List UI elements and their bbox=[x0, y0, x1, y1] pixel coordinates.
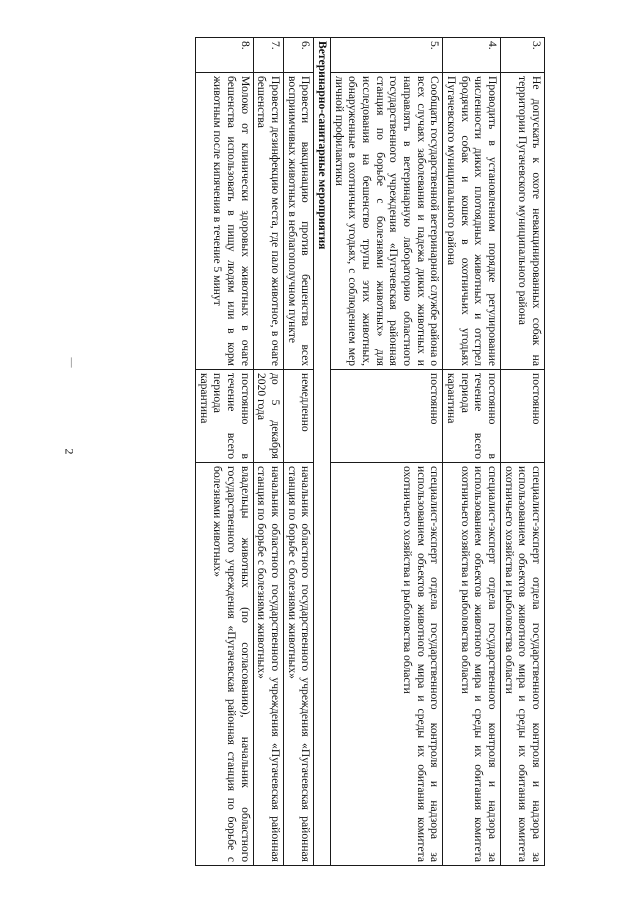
term-text: постоянно bbox=[500, 370, 544, 463]
term-text: постоянно в течение всего периода карантина bbox=[195, 370, 253, 463]
responsible-text: специалист-эксперт отдела государственного контроля и надзора за использованием объектов животного мира и среды их обитания комитета охотничьего хозяйства и рыболовства области bbox=[500, 463, 544, 866]
responsible-text: специалист-эксперт отдела государственного контроля и надзора за использованием объектов животного мира и среды их обитания комитета охотничьего хозяйства и рыболовства области bbox=[443, 463, 501, 866]
measure-text: Молоко от клинически здоровых животных в очаге бешенства использовать в пищу людям или в корм животным после кипячения в течение 5 минут bbox=[195, 73, 253, 370]
responsible-text: начальник областного государственного учреждения «Пугачевская районная станция по борьбе с болезнями животных» bbox=[283, 463, 313, 866]
landscape-page bbox=[85, 37, 545, 862]
row-number: 3. bbox=[500, 38, 544, 73]
row-number: 6. bbox=[283, 38, 313, 73]
page-mark: — bbox=[65, 357, 77, 368]
measure-text: Провести дезинфекцию места, где пало животное, в очаге бешенства bbox=[253, 73, 283, 370]
responsible-text: специалист-эксперт отдела государственного контроля и надзора за использованием объектов животного мира и среды их обитания комитета охотничьего хозяйства и рыболовства области bbox=[330, 463, 442, 866]
responsible-text: владельцы животных (по согласованию), начальник областного государственного учреждения «Пугачевская районная станция по борьбе с болезнями животных» bbox=[195, 463, 253, 866]
measure-text: Не допускать к охоте невакцинированных собак на территории Пугачевского муниципального района bbox=[500, 73, 544, 370]
rotated-table-area bbox=[85, 37, 545, 862]
row-number: 7. bbox=[253, 38, 283, 73]
term-text: постоянно в течение всего периода карантина bbox=[443, 370, 501, 463]
measure-text: Сообщать государственной ветеринарной службе района о всех случаях заболевания и падежа диких животных и направлять в ветеринарную лабораторию областного государственного учреждения «Пугачевская районная станция по борьбе с болезнями животных» для исследования на бешенство трупы этих животных, обнаруженные в охотничьих угодьях, с соблюдением мер личной профилактики bbox=[330, 73, 442, 370]
table-row bbox=[195, 38, 253, 866]
section-row bbox=[314, 38, 331, 866]
measure-text: Проводить в установленном порядке регулирование численности диких плотоядных животных и отстрел бродячих собак и кошек в охотничьих угодьях Пугачевского муниципального района bbox=[443, 73, 501, 370]
row-number: 4. bbox=[443, 38, 501, 73]
section-title: Ветеринарно-санитарные мероприятия bbox=[314, 38, 331, 866]
row-number: 8. bbox=[195, 38, 253, 73]
table-row bbox=[500, 38, 544, 866]
page-number: 2 bbox=[62, 448, 77, 455]
table-row bbox=[253, 38, 283, 866]
table-row bbox=[283, 38, 313, 866]
responsible-text: начальник областного государственного учреждения «Пугачевская районная станция по борьбе с болезнями животных» bbox=[253, 463, 283, 866]
row-number: 5. bbox=[330, 38, 442, 73]
term-text: до 5 декабря 2020 года bbox=[253, 370, 283, 463]
term-text: немедленно bbox=[283, 370, 313, 463]
term-text: постоянно bbox=[330, 370, 442, 463]
measures-table bbox=[195, 37, 545, 866]
measure-text: Провести вакцинацию против бешенства всех восприимчивых животных в неблагополучном пункте bbox=[283, 73, 313, 370]
table-row bbox=[330, 38, 442, 866]
table-row bbox=[443, 38, 501, 866]
